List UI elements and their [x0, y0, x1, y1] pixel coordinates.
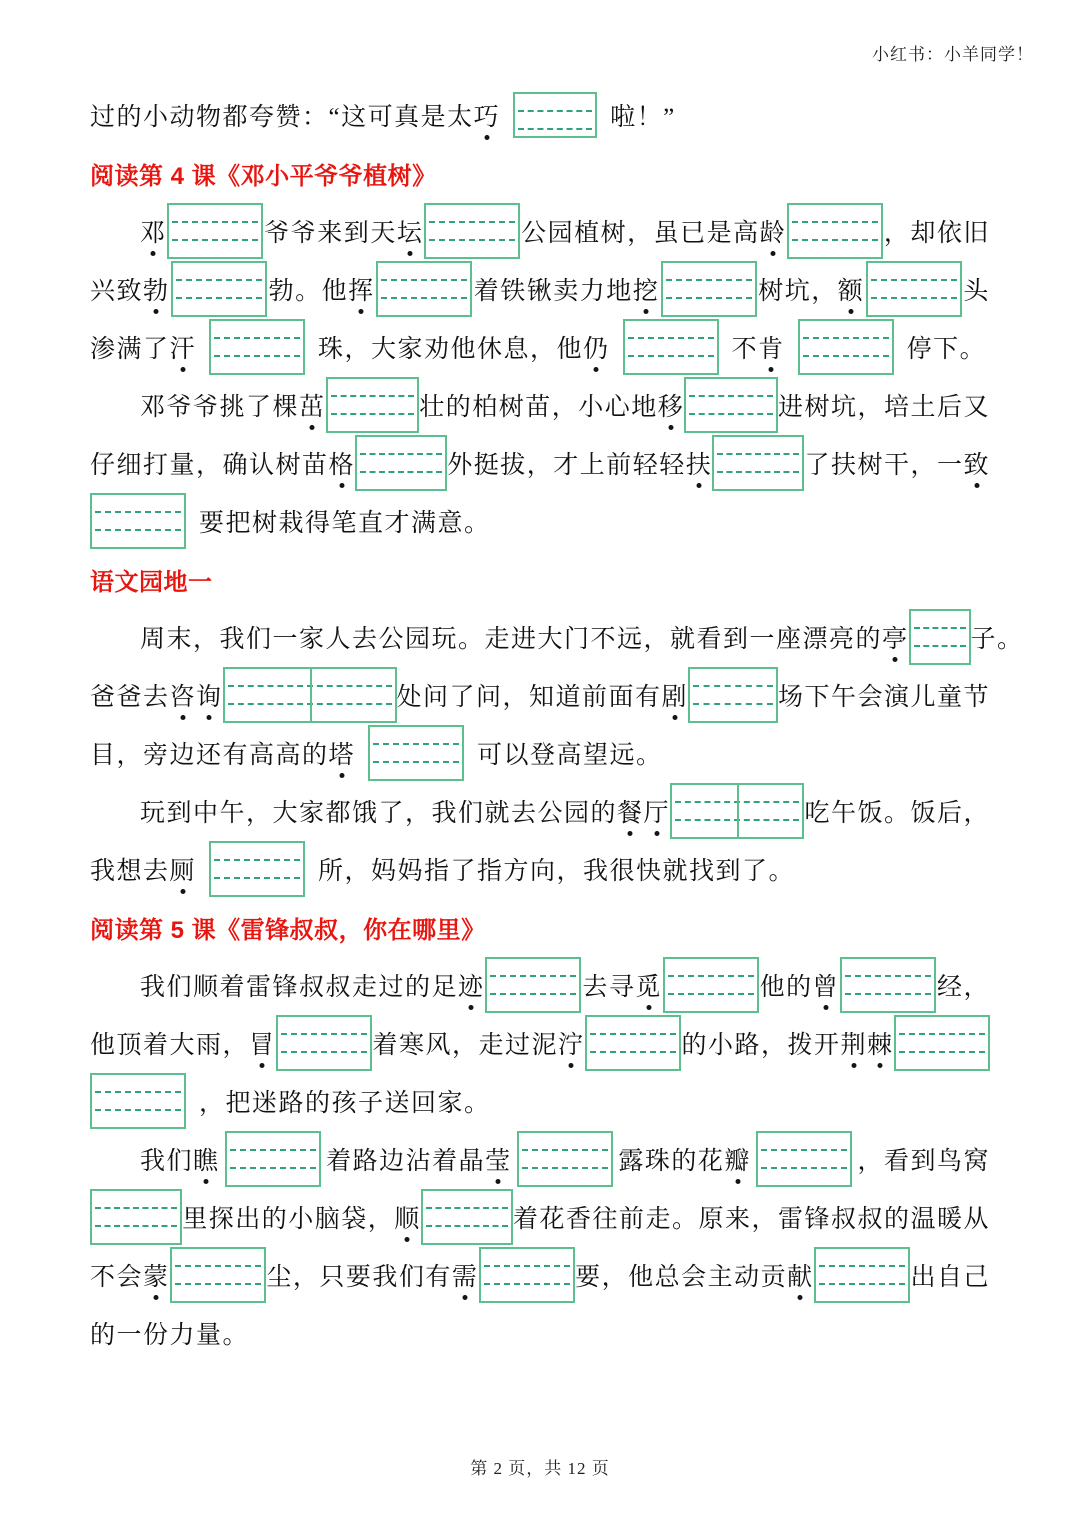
section-heading: 语文园地一	[90, 568, 213, 596]
text-run: 不会	[90, 1264, 144, 1291]
text-run: 可以登高望远。	[477, 742, 663, 769]
text-run: 邓爷爷挑了棵	[140, 394, 300, 421]
writing-guide-line	[426, 1225, 508, 1227]
text-run-group	[90, 1025, 276, 1061]
pinyin-target-char: 瓣	[724, 1141, 751, 1177]
writing-guide-line	[484, 1265, 570, 1267]
text-run-group	[760, 967, 840, 1003]
text-run: 吃午饭。饭后，	[804, 800, 990, 827]
text-run: 他顶着大雨，	[90, 1032, 250, 1059]
text-run: 啦！”	[610, 104, 676, 131]
writing-guide-line	[381, 279, 467, 281]
writing-guide-line	[429, 221, 515, 223]
text-run-group	[90, 445, 355, 481]
pinyin-target-char: 荆	[840, 1025, 867, 1061]
text-run: 着寒风，走过泥	[372, 1032, 558, 1059]
writing-guide-line	[914, 627, 966, 629]
writing-guide-line	[899, 1033, 985, 1035]
text-run: 兴致	[90, 278, 144, 305]
answer-box[interactable]	[368, 725, 464, 781]
text-line	[90, 376, 990, 434]
writing-guide-line	[172, 221, 258, 223]
text-run: 仔细打量，确认树苗	[90, 452, 329, 479]
text-run: ，把迷路的孩子送回家。	[199, 1090, 491, 1117]
text-line	[90, 782, 990, 840]
writing-guide-line	[230, 1149, 316, 1151]
text-run-group	[732, 329, 785, 365]
text-run: 我想去	[90, 858, 170, 885]
text-line	[90, 724, 990, 782]
text-run-group	[582, 967, 662, 1003]
pinyin-target-char: 献	[787, 1257, 814, 1293]
text-run: 处问了问，知道前面有	[396, 684, 662, 711]
text-run: 渗满了	[90, 336, 170, 363]
writing-guide-line	[689, 395, 773, 397]
pinyin-target-char: 茁	[299, 387, 326, 423]
writing-guide-line	[360, 453, 442, 455]
text-line	[90, 608, 1024, 666]
pinyin-target-char: 挥	[348, 271, 375, 307]
writing-guide-line	[717, 471, 799, 473]
text-run: 着铁锹卖力地	[473, 278, 633, 305]
answer-box[interactable]	[225, 1131, 321, 1187]
text-run-group	[397, 677, 689, 713]
text-run: 露珠的花	[618, 1148, 725, 1175]
answer-box[interactable]	[513, 92, 597, 138]
writing-guide-line	[175, 1265, 261, 1267]
writing-guide-line	[95, 529, 181, 531]
text-run: ，却依旧	[883, 220, 990, 247]
pinyin-target-char: 邓	[140, 213, 167, 249]
writing-guide-line	[717, 453, 799, 455]
writing-guide-line	[871, 279, 957, 281]
pinyin-target-char: 致	[963, 445, 990, 481]
writing-guide-line	[590, 1033, 676, 1035]
answer-box[interactable]	[485, 957, 581, 1013]
text-run-group	[884, 213, 990, 249]
writing-guide-line	[522, 1149, 608, 1151]
answer-box[interactable]	[756, 1131, 852, 1187]
text-run: 目，旁边还有高高的	[90, 742, 329, 769]
writing-guide-line	[95, 1207, 177, 1209]
text-run: 过的小动物都夸赞：“这可真是太	[90, 104, 474, 131]
writing-guide-line	[522, 1167, 608, 1169]
text-run: 所，妈妈指了指方向，我很快就找到了。	[318, 858, 796, 885]
text-run-group	[182, 1199, 421, 1235]
writing-guide-line	[845, 975, 931, 977]
pinyin-target-char: 仍	[583, 329, 610, 365]
text-run-group	[681, 1025, 893, 1061]
text-line	[90, 492, 990, 550]
text-run-group	[140, 387, 326, 423]
answer-box[interactable]	[170, 1247, 266, 1303]
pinyin-target-char: 挖	[633, 271, 660, 307]
text-run: 周末，我们一家人去公园玩。走进大门不远，就看到一座漂亮的	[140, 626, 883, 653]
writing-guide-line	[819, 1265, 905, 1267]
text-line	[90, 1188, 990, 1246]
pinyin-target-char: 觅	[635, 967, 662, 1003]
text-run: 进树坑，培土后又	[777, 394, 990, 421]
writing-guide-line	[518, 110, 592, 112]
text-run: 爷爷来到天	[264, 220, 397, 247]
writing-guide-line	[429, 239, 515, 241]
text-run: 要，他总会主动贡	[575, 1264, 788, 1291]
pinyin-target-char: 巧	[474, 97, 501, 133]
pinyin-target-char: 曾	[813, 967, 840, 1003]
text-line	[90, 1130, 990, 1188]
writing-guide-line	[373, 743, 459, 745]
text-run: 他的	[759, 974, 813, 1001]
text-run-group	[90, 271, 170, 307]
text-run-group	[474, 271, 660, 307]
pinyin-target-char: 厕	[170, 851, 197, 887]
answer-box-double[interactable]	[223, 667, 397, 723]
text-run-group	[778, 387, 990, 423]
text-run-group	[140, 793, 670, 829]
text-line	[90, 86, 990, 144]
text-run: 爸爸去	[90, 684, 170, 711]
writing-guide-line	[803, 355, 889, 357]
writing-guide-line	[95, 1109, 181, 1111]
answer-box[interactable]	[424, 203, 520, 259]
text-run-group	[90, 97, 500, 133]
text-line	[90, 318, 990, 376]
text-line	[90, 1072, 990, 1130]
text-run: 公园植树，虽已是高	[521, 220, 760, 247]
answer-box[interactable]	[479, 1247, 575, 1303]
writing-guide-line	[819, 1283, 905, 1285]
writing-guide-line	[490, 993, 576, 995]
writing-guide-line	[668, 975, 754, 977]
answer-box[interactable]	[421, 1189, 513, 1245]
answer-box[interactable]	[787, 203, 883, 259]
text-run: 场下午会演儿童节	[777, 684, 990, 711]
pinyin-target-char: 龄	[760, 213, 787, 249]
text-line	[90, 434, 990, 492]
text-run-group	[269, 271, 375, 307]
text-run-group	[971, 619, 1024, 655]
pinyin-target-char: 亭	[882, 619, 909, 655]
text-run: 子。	[970, 626, 1024, 653]
pinyin-target-char: 坛	[397, 213, 424, 249]
writing-guide-line	[689, 413, 773, 415]
text-run-group	[140, 967, 485, 1003]
pinyin-target-char: 肯	[758, 329, 785, 365]
answer-box[interactable]	[90, 1073, 186, 1129]
writing-guide-line	[281, 1051, 367, 1053]
text-run: 停下。	[906, 336, 987, 363]
writing-guide-line	[381, 297, 467, 299]
text-run-group	[266, 1257, 478, 1293]
pinyin-target-char: 迹	[458, 967, 485, 1003]
answer-box[interactable]	[209, 319, 305, 375]
writing-guide-line	[484, 1283, 570, 1285]
text-run: 珠，大家劝他休息，他	[318, 336, 584, 363]
pinyin-target-char: 莹	[485, 1141, 512, 1177]
text-run: 的一份力量。	[90, 1322, 250, 1349]
answer-box[interactable]	[209, 841, 305, 897]
text-run: 要把树栽得笔直才满意。	[199, 510, 491, 537]
text-run-group	[90, 1315, 249, 1351]
answer-box[interactable]	[894, 1015, 990, 1071]
answer-box[interactable]	[684, 377, 778, 433]
answer-box-double[interactable]	[670, 783, 804, 839]
text-run: 出自己	[910, 1264, 990, 1291]
pinyin-target-char: 冒	[249, 1025, 276, 1061]
box-divider	[310, 667, 312, 723]
text-line	[90, 202, 990, 260]
writing-guide-line	[176, 297, 262, 299]
text-run-group	[963, 271, 990, 307]
section-heading: 阅读第 5 课《雷锋叔叔，你在哪里》	[90, 916, 486, 944]
pinyin-target-char: 餐	[617, 793, 644, 829]
text-line	[90, 1014, 990, 1072]
text-run-group	[419, 387, 684, 423]
document-body	[90, 86, 1024, 1362]
watermark: 小红书：小羊同学！	[872, 45, 1034, 64]
text-run-group	[618, 1141, 751, 1177]
pinyin-target-char: 瞧	[193, 1141, 220, 1177]
answer-box[interactable]	[814, 1247, 910, 1303]
text-run: 树坑，	[758, 278, 838, 305]
text-run-group	[140, 213, 167, 249]
writing-guide-line	[666, 279, 752, 281]
text-line	[90, 1304, 990, 1362]
writing-guide-line	[899, 1051, 985, 1053]
text-line	[90, 956, 990, 1014]
pinyin-target-char: 汗	[170, 329, 197, 365]
writing-guide-line	[214, 877, 300, 879]
writing-guide-line	[693, 703, 773, 705]
writing-guide-line	[176, 279, 262, 281]
pinyin-target-char: 厅	[644, 793, 671, 829]
answer-box[interactable]	[376, 261, 472, 317]
writing-guide-line	[360, 471, 442, 473]
text-run: ，看到鸟窝	[857, 1148, 990, 1175]
writing-guide-line	[214, 859, 300, 861]
pinyin-target-char: 蒙	[143, 1257, 170, 1293]
writing-guide-line	[214, 355, 300, 357]
answer-box[interactable]	[326, 377, 420, 433]
text-run: 尘，只要我们有	[266, 1264, 452, 1291]
text-run: 里探出的小脑袋，	[182, 1206, 395, 1233]
writing-guide-line	[95, 511, 181, 513]
text-run: 不	[731, 336, 759, 363]
text-run-group	[477, 735, 663, 771]
answer-box[interactable]	[798, 319, 894, 375]
text-run-group	[804, 793, 990, 829]
pinyin-target-char: 咨	[170, 677, 197, 713]
text-run-group	[90, 735, 355, 771]
text-run-group	[907, 329, 987, 365]
text-run-group	[326, 1141, 512, 1177]
pinyin-target-char: 格	[329, 445, 356, 481]
text-run-group	[610, 97, 676, 133]
text-run-group	[199, 1083, 491, 1119]
writing-guide-line	[845, 993, 931, 995]
answer-box[interactable]	[688, 667, 778, 723]
text-run-group	[318, 851, 795, 887]
writing-guide-line	[666, 297, 752, 299]
writing-guide-line	[175, 1283, 261, 1285]
text-run: 去寻	[582, 974, 636, 1001]
writing-guide-line	[331, 395, 415, 397]
section-heading: 阅读第 4 课《邓小平爷爷植树》	[90, 162, 437, 190]
text-run: 玩到中午，大家都饿了，我们就去公园的	[140, 800, 618, 827]
answer-box[interactable]	[90, 1189, 182, 1245]
writing-guide-line	[668, 993, 754, 995]
answer-box[interactable]	[840, 957, 936, 1013]
pinyin-target-char: 塔	[329, 735, 356, 771]
text-run: 经，	[936, 974, 990, 1001]
text-run: 勃。他	[268, 278, 349, 305]
text-run-group	[910, 1257, 990, 1293]
pinyin-target-char: 扶	[686, 445, 713, 481]
answer-box[interactable]	[623, 319, 719, 375]
writing-guide-line	[518, 128, 592, 130]
pinyin-target-char: 移	[658, 387, 685, 423]
text-run-group	[90, 677, 223, 713]
text-run: 我们顺着雷锋叔叔走过的足	[140, 974, 459, 1001]
writing-guide-line	[172, 239, 258, 241]
text-line	[90, 1246, 990, 1304]
text-run-group	[758, 271, 864, 307]
text-run: 壮的柏树苗，小心地	[419, 394, 658, 421]
text-run: 着花香往前走。原来，雷锋叔叔的温暖从	[512, 1206, 990, 1233]
text-run: 我们	[140, 1148, 194, 1175]
writing-guide-line	[792, 239, 878, 241]
answer-box[interactable]	[866, 261, 962, 317]
pinyin-target-char: 剧	[662, 677, 689, 713]
answer-box[interactable]	[661, 261, 757, 317]
pinyin-target-char: 泞	[558, 1025, 585, 1061]
answer-box[interactable]	[585, 1015, 681, 1071]
writing-guide-line	[331, 413, 415, 415]
answer-box[interactable]	[712, 435, 804, 491]
writing-guide-line	[871, 297, 957, 299]
text-run-group	[372, 1025, 584, 1061]
text-run-group	[90, 851, 196, 887]
answer-box[interactable]	[276, 1015, 372, 1071]
writing-guide-line	[373, 761, 459, 763]
text-run-group	[857, 1141, 990, 1177]
text-line	[90, 260, 990, 318]
text-run: 了扶树干，一	[804, 452, 964, 479]
writing-guide-line	[490, 975, 576, 977]
text-run-group	[804, 445, 990, 481]
writing-guide-line	[761, 1149, 847, 1151]
writing-guide-line	[693, 685, 773, 687]
writing-guide-line	[230, 1167, 316, 1169]
text-run-group	[447, 445, 712, 481]
box-divider	[737, 783, 739, 839]
text-run: 外挺拔，才上前轻轻	[447, 452, 686, 479]
text-run-group	[140, 1141, 220, 1177]
writing-guide-line	[628, 355, 714, 357]
pinyin-target-char: 顺	[394, 1199, 421, 1235]
text-line	[90, 840, 990, 898]
answer-box[interactable]	[517, 1131, 613, 1187]
writing-guide-line	[803, 337, 889, 339]
text-run-group	[513, 1199, 990, 1235]
answer-box[interactable]	[171, 261, 267, 317]
text-run-group	[575, 1257, 814, 1293]
text-run-group	[140, 619, 909, 655]
writing-guide-line	[281, 1033, 367, 1035]
pinyin-target-char: 棘	[867, 1025, 894, 1061]
answer-box[interactable]	[663, 957, 759, 1013]
answer-box[interactable]	[167, 203, 263, 259]
answer-box[interactable]	[355, 435, 447, 491]
writing-guide-line	[792, 221, 878, 223]
writing-guide-line	[95, 1091, 181, 1093]
text-run-group	[199, 503, 491, 539]
text-run-group	[264, 213, 423, 249]
writing-guide-line	[914, 645, 966, 647]
writing-guide-line	[761, 1167, 847, 1169]
pinyin-target-char: 需	[452, 1257, 479, 1293]
page-number: 第 2 页，共 12 页	[470, 1459, 610, 1478]
text-line	[90, 666, 990, 724]
text-run-group	[937, 967, 990, 1003]
answer-box[interactable]	[90, 493, 186, 549]
pinyin-target-char: 询	[196, 677, 223, 713]
answer-box[interactable]	[909, 609, 971, 665]
text-run-group	[778, 677, 990, 713]
writing-guide-line	[426, 1207, 508, 1209]
writing-guide-line	[590, 1051, 676, 1053]
writing-guide-line	[628, 337, 714, 339]
writing-guide-line	[95, 1225, 177, 1227]
text-run: 头	[963, 278, 990, 305]
text-run-group	[90, 329, 196, 365]
text-run: 着路边沾着晶	[326, 1148, 486, 1175]
writing-guide-line	[214, 337, 300, 339]
text-run-group	[318, 329, 610, 365]
text-run: 的小路，拨开	[681, 1032, 841, 1059]
text-run-group	[521, 213, 786, 249]
pinyin-target-char: 额	[838, 271, 865, 307]
text-run-group	[90, 1257, 170, 1293]
pinyin-target-char: 勃	[143, 271, 170, 307]
